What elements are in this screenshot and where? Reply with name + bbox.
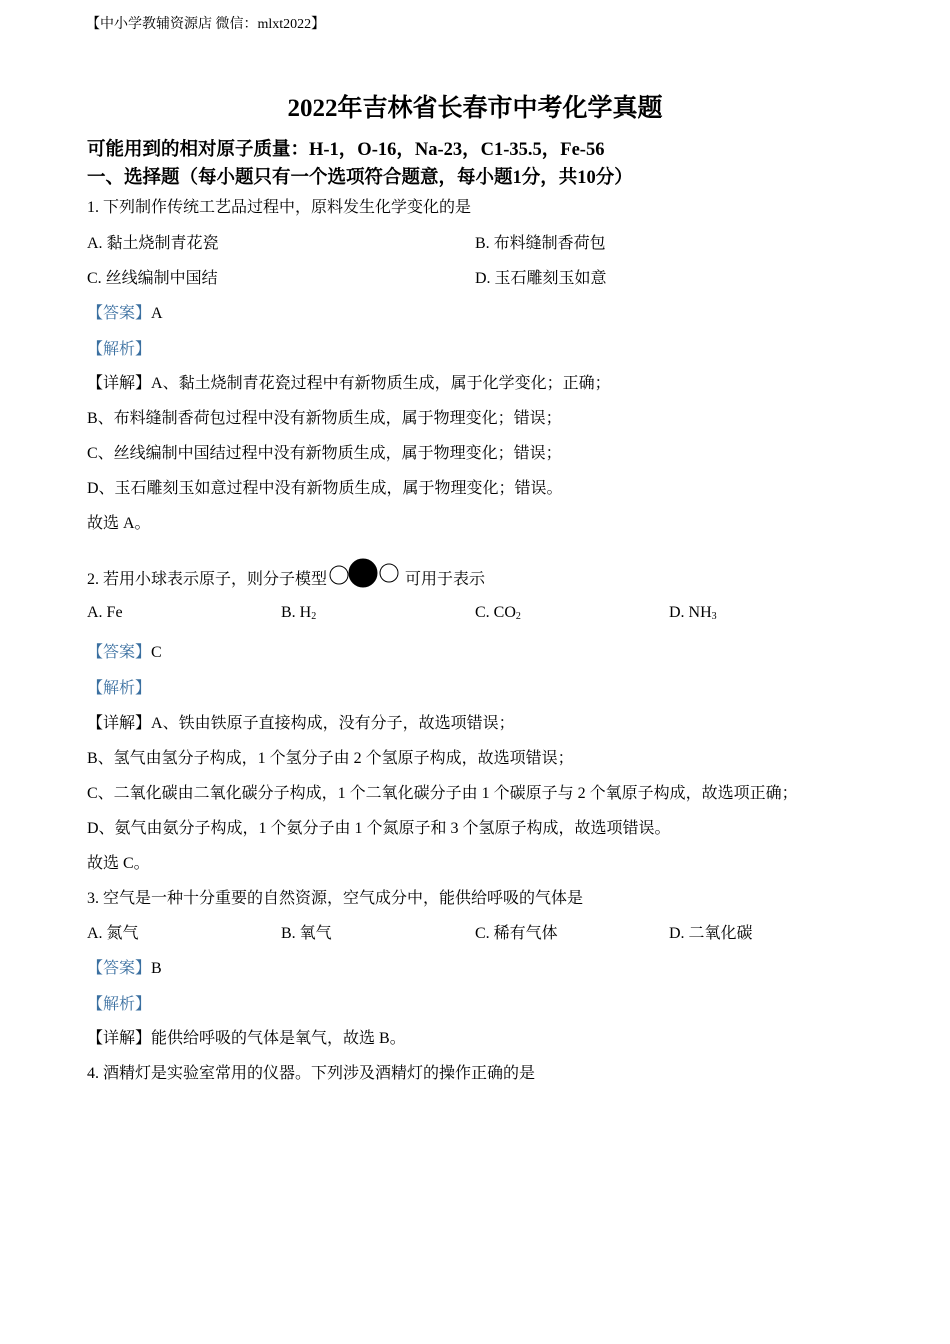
q3-answer-value: B — [151, 960, 162, 977]
q3-option-b: B. 氧气 — [281, 925, 332, 942]
q2-option-c: C. $CO_2$ — [475, 604, 521, 622]
q3-stem: 3. 空气是一种十分重要的自然资源，空气成分中，能供给呼吸的气体是 — [87, 890, 584, 907]
q2-analysis — [87, 675, 151, 698]
q2-stem-after: 可用于表示 — [405, 571, 486, 588]
q3-detail — [87, 1025, 406, 1048]
q4-stem: 4. 酒精灯是实验室常用的仪器。下列涉及酒精灯的操作正确的是 — [87, 1065, 536, 1082]
q2-answer — [87, 639, 162, 662]
q1-conclusion: 故选 A。 — [87, 515, 151, 532]
q1-option-d: D. 玉石雕刻玉如意 — [475, 270, 607, 287]
q3-option-a: A. 氮气 — [87, 925, 139, 942]
q1-option-a: A. 黏土烧制青花瓷 — [87, 235, 219, 252]
q3-detail-text: 能供给呼吸的气体是氧气，故选 B。 — [151, 1030, 406, 1047]
q2-option-a: A. Fe — [87, 604, 123, 621]
analysis-label: 【解析】 — [87, 996, 152, 1013]
answer-label: 【答案】 — [87, 644, 152, 661]
q2-detail-4: D、氨气由氨分子构成，1 个氨分子由 1 个氮原子和 3 个氢原子构成，故选项错误。 — [87, 820, 671, 837]
q1-stem: 1. 下列制作传统工艺品过程中，原料发生化学变化的是 — [87, 199, 472, 216]
q1-detail-4: D、玉石雕刻玉如意过程中没有新物质生成，属于物理变化；错误。 — [87, 480, 563, 497]
q1-analysis — [87, 336, 151, 359]
q2-option-d: D. $NH_3$ — [669, 604, 717, 622]
detail-label: 【详解】 — [87, 715, 152, 732]
q3-analysis — [87, 991, 151, 1014]
q3-answer — [87, 955, 162, 978]
q2-detail-3: C、二氧化碳由二氧化碳分子构成，1 个二氧化碳分子由 1 个碳原子与 2 个氧原子构成，故选项正确； — [87, 785, 798, 802]
q2-conclusion: 故选 C。 — [87, 855, 150, 872]
molecule-model-icon — [329, 556, 399, 590]
q2-detail-text-1: A、铁由铁原子直接构成，没有分子，故选项错误； — [151, 715, 515, 732]
q1-detail-2: B、布料缝制香荷包过程中没有新物质生成，属于物理变化；错误； — [87, 410, 562, 427]
q1-detail-1 — [87, 370, 611, 393]
q1-answer — [87, 300, 163, 323]
q1-detail-text-1: A、黏土烧制青花瓷过程中有新物质生成，属于化学变化；正确； — [151, 375, 611, 392]
answer-label: 【答案】 — [87, 960, 152, 977]
q3-option-c: C. 稀有气体 — [475, 925, 558, 942]
q2-detail-2: B、氢气由氢分子构成，1 个氢分子由 2 个氢原子构成，故选项错误； — [87, 750, 574, 767]
q1-answer-value: A — [151, 305, 163, 322]
q2-option-b: B. $H_2$ — [281, 604, 317, 622]
detail-label: 【详解】 — [87, 1030, 152, 1047]
q1-option-b: B. 布料缝制香荷包 — [475, 235, 606, 252]
analysis-label: 【解析】 — [87, 680, 152, 697]
answer-label: 【答案】 — [87, 305, 152, 322]
q1-option-c: C. 丝线编制中国结 — [87, 270, 218, 287]
q2-detail-1 — [87, 710, 515, 733]
detail-label: 【详解】 — [87, 375, 152, 392]
q3-option-d: D. 二氧化碳 — [669, 925, 753, 942]
q1-detail-3: C、丝线编制中国结过程中没有新物质生成，属于物理变化；错误； — [87, 445, 562, 462]
page-title: 2022年吉林省长春市中考化学真题 — [287, 95, 663, 122]
atomic-masses: 可能用到的相对原子质量：H-1，O-16，Na-23，C1-35.5，Fe-56 — [87, 140, 605, 160]
header-note: 【中小学教辅资源店 微信：mlxt2022】 — [86, 17, 326, 32]
q2-answer-value: C — [151, 644, 162, 661]
q2-stem — [87, 556, 485, 590]
analysis-label: 【解析】 — [87, 341, 152, 358]
q2-stem-before: 2. 若用小球表示原子，则分子模型 — [87, 571, 328, 588]
section-title: 一、选择题（每小题只有一个选项符合题意，每小题1分，共10分） — [87, 168, 633, 188]
